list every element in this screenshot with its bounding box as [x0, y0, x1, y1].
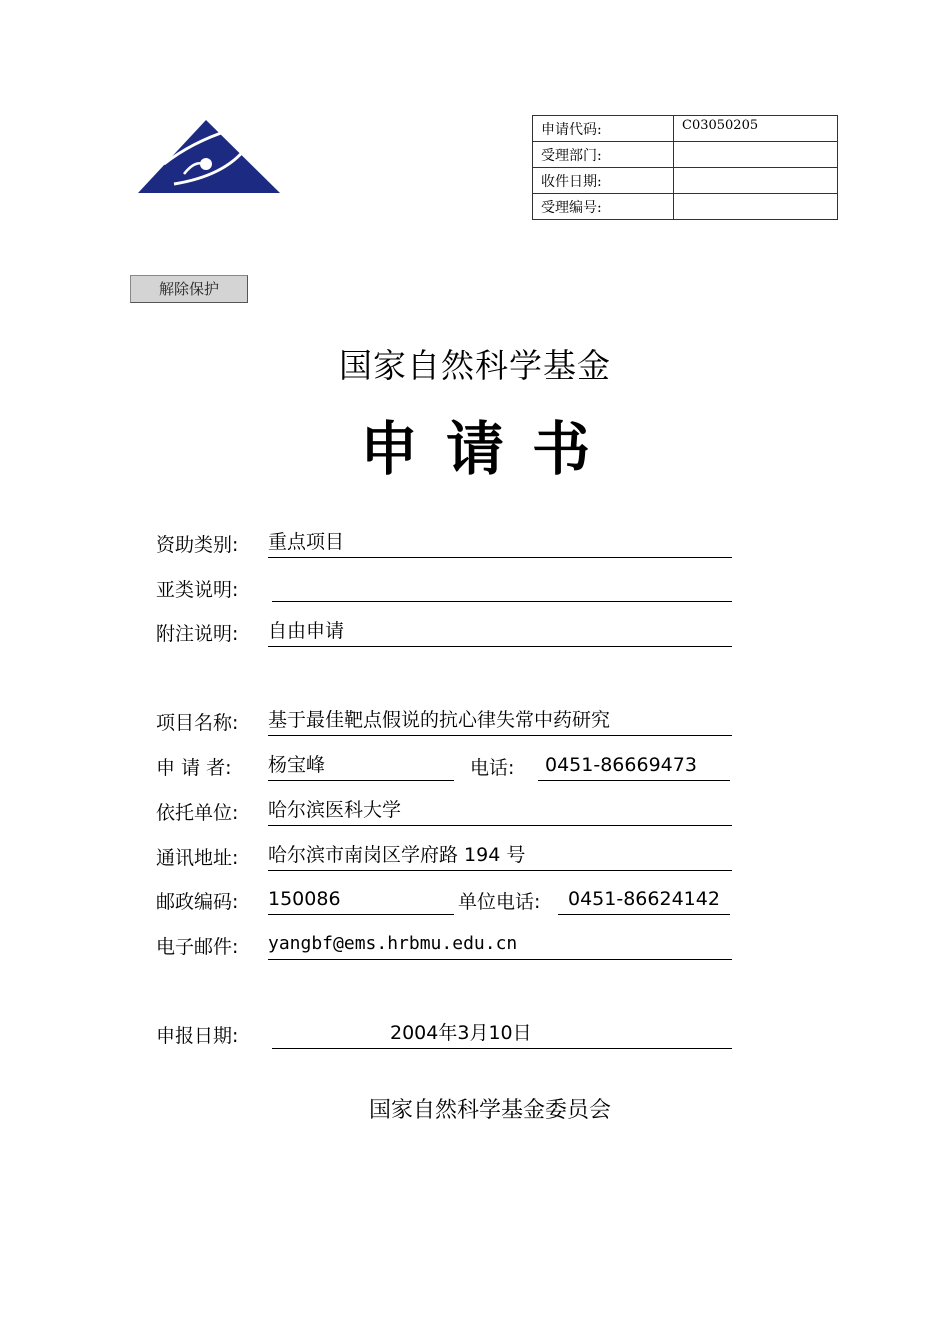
committee-name: 国家自然科学基金委员会	[368, 1098, 611, 1123]
phone-label: 电话:	[470, 757, 515, 779]
email-value[interactable]: yangbf@ems.hrbmu.edu.cn	[268, 933, 518, 954]
table-row	[533, 116, 838, 142]
info-label: 申请代码:	[533, 116, 674, 142]
postal-code-label: 邮政编码:	[156, 891, 239, 913]
phone-underline	[538, 780, 730, 781]
address-label: 通讯地址:	[156, 847, 239, 869]
address-underline	[268, 870, 732, 871]
note-label: 附注说明:	[156, 623, 239, 645]
postal-code-underline	[268, 914, 454, 915]
project-name-underline	[268, 735, 732, 736]
unit-phone-value[interactable]: 0451-86624142	[568, 888, 720, 910]
applicant-value[interactable]: 杨宝峰	[268, 754, 326, 776]
submit-date-label: 申报日期:	[156, 1025, 239, 1047]
table-row	[533, 194, 838, 220]
email-underline	[268, 959, 732, 960]
funding-category-label: 资助类别:	[156, 534, 239, 556]
info-label: 受理部门:	[533, 142, 674, 168]
table-row	[533, 142, 838, 168]
institution-value[interactable]: 哈尔滨医科大学	[268, 799, 402, 821]
address-value[interactable]: 哈尔滨市南岗区学府路 194 号	[268, 844, 526, 866]
info-value[interactable]	[674, 142, 838, 168]
project-name-value[interactable]: 基于最佳靶点假说的抗心律失常中药研究	[268, 709, 611, 731]
note-underline	[268, 646, 732, 647]
info-label: 收件日期:	[533, 168, 674, 194]
table-row	[533, 168, 838, 194]
application-info-table	[532, 115, 838, 220]
applicant-underline	[268, 780, 454, 781]
page-title: 申请书	[359, 415, 618, 483]
unit-phone-underline	[558, 914, 730, 915]
info-label: 受理编号:	[533, 194, 674, 220]
note-value[interactable]: 自由申请	[268, 620, 345, 642]
info-value[interactable]	[674, 194, 838, 220]
email-label: 电子邮件:	[156, 936, 239, 958]
unit-phone-label: 单位电话:	[458, 891, 541, 913]
info-value[interactable]: C03050205	[674, 116, 838, 142]
sub-category-underline	[272, 601, 732, 602]
institution-underline	[268, 825, 732, 826]
applicant-label: 申 请 者:	[156, 757, 232, 779]
phone-value[interactable]: 0451-86669473	[545, 754, 697, 776]
sub-category-label: 亚类说明:	[156, 579, 239, 601]
institution-label: 依托单位:	[156, 802, 239, 824]
unprotect-button[interactable]: 解除保护	[130, 275, 248, 303]
nsfc-logo-icon	[134, 118, 284, 200]
funding-category-underline	[268, 557, 732, 558]
postal-code-value[interactable]: 150086	[268, 888, 341, 910]
submit-date-value[interactable]: 2004年3月10日	[390, 1022, 532, 1044]
submit-date-underline	[272, 1048, 732, 1049]
fund-name-heading: 国家自然科学基金	[339, 346, 611, 385]
project-name-label: 项目名称:	[156, 712, 239, 734]
info-value[interactable]	[674, 168, 838, 194]
funding-category-value[interactable]: 重点项目	[268, 531, 345, 553]
